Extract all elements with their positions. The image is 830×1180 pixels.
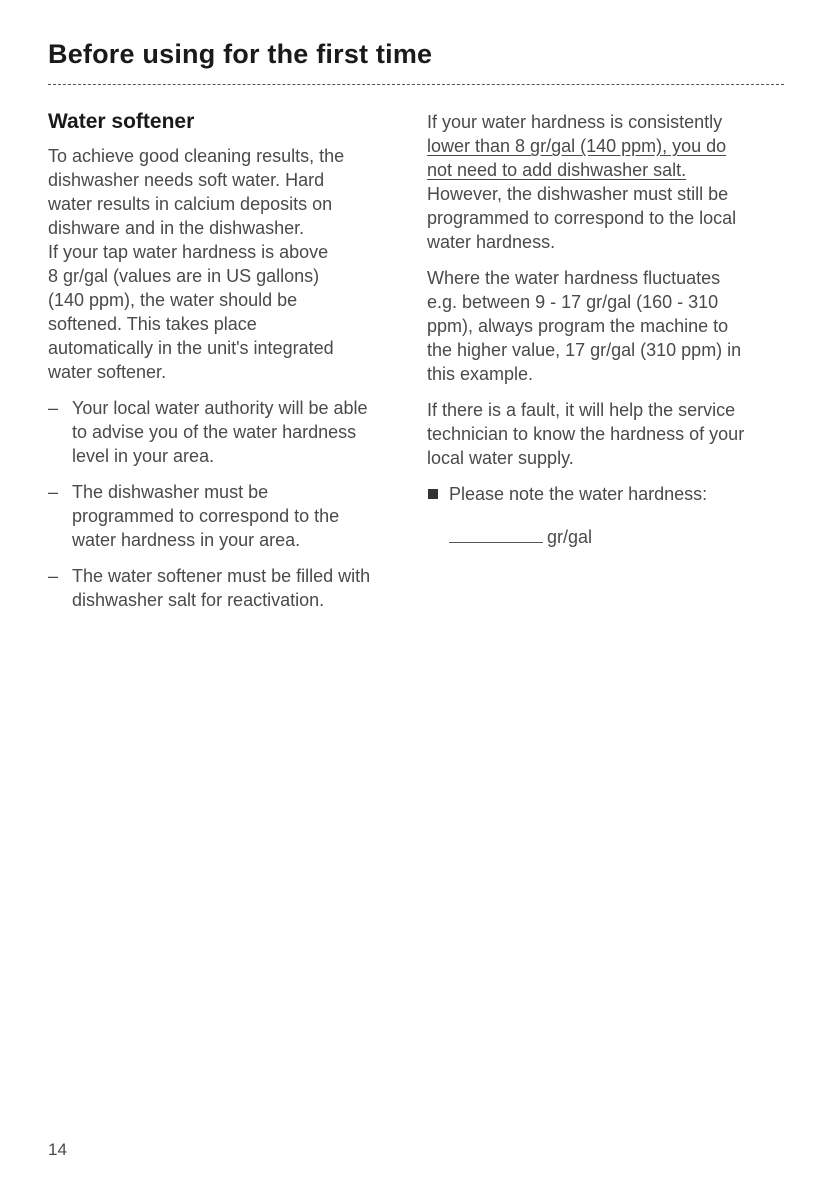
intro-paragraph	[48, 144, 408, 384]
text-line: water hardness.	[427, 232, 556, 252]
square-bullet-icon	[428, 489, 438, 499]
text-line: If your water hardness is consistently	[427, 112, 723, 132]
fluctuation-paragraph	[427, 266, 797, 386]
text-line: Where the water hardness fluctuates	[427, 268, 721, 288]
text-line: level in your area.	[72, 446, 215, 466]
text-line: water results in calcium deposits on	[48, 194, 333, 214]
text-line: automatically in the unit's integrated	[48, 338, 334, 358]
text-line: If your tap water hardness is above	[48, 242, 329, 262]
list-item	[48, 480, 408, 552]
text-line: dishwasher needs soft water. Hard	[48, 170, 325, 190]
text-line: local water supply.	[427, 448, 574, 468]
hardness-fill-in	[427, 524, 797, 549]
note-bullet	[427, 482, 797, 506]
page-number: 14	[48, 1140, 67, 1159]
text-line: the higher value, 17 gr/gal (310 ppm) in	[427, 340, 742, 360]
page-header	[48, 36, 784, 72]
text-line: dishware and in the dishwasher.	[48, 218, 305, 238]
text-line: (140 ppm), the water should be	[48, 290, 298, 310]
note-text: Please note the water hardness:	[449, 484, 708, 504]
section-heading: Water softener	[48, 110, 195, 133]
dash-marker: –	[48, 398, 59, 418]
text-line: softened. This takes place	[48, 314, 257, 334]
page-title: Before using for the first time	[48, 39, 433, 69]
left-column	[48, 108, 408, 624]
text-line: e.g. between 9 - 17 gr/gal (160 - 310	[427, 292, 719, 312]
right-column	[427, 110, 797, 549]
text-line: dishwasher salt for reactivation.	[72, 590, 325, 610]
blank-line	[449, 524, 543, 543]
text-line: Your local water authority will be able	[72, 398, 368, 418]
text-line: programmed to correspond to the local	[427, 208, 737, 228]
text-line: water softener.	[48, 362, 167, 382]
list-item	[48, 396, 408, 468]
text-line: If there is a fault, it will help the service	[427, 400, 736, 420]
salt-paragraph	[427, 110, 797, 254]
dash-marker: –	[48, 566, 59, 586]
text-line: The water softener must be filled with	[72, 566, 371, 586]
underlined-line: lower than 8 gr/gal (140 ppm), you do	[427, 136, 727, 156]
text-line: water hardness in your area.	[72, 530, 301, 550]
text-line: this example.	[427, 364, 534, 384]
text-line: The dishwasher must be	[72, 482, 269, 502]
text-line: technician to know the hardness of your	[427, 424, 745, 444]
info-list	[48, 396, 408, 612]
unit-label: gr/gal	[547, 527, 593, 547]
text-line: However, the dishwasher must still be	[427, 184, 729, 204]
text-line: To achieve good cleaning results, the	[48, 146, 345, 166]
text-line: 8 gr/gal (values are in US gallons)	[48, 266, 320, 286]
list-item	[48, 564, 408, 612]
header-divider	[48, 84, 784, 85]
text-line: to advise you of the water hardness	[72, 422, 357, 442]
text-line: ppm), always program the machine to	[427, 316, 729, 336]
text-line: programmed to correspond to the	[72, 506, 340, 526]
underlined-line: not need to add dishwasher salt.	[427, 160, 687, 180]
dash-marker: –	[48, 482, 59, 502]
fault-paragraph	[427, 398, 797, 470]
